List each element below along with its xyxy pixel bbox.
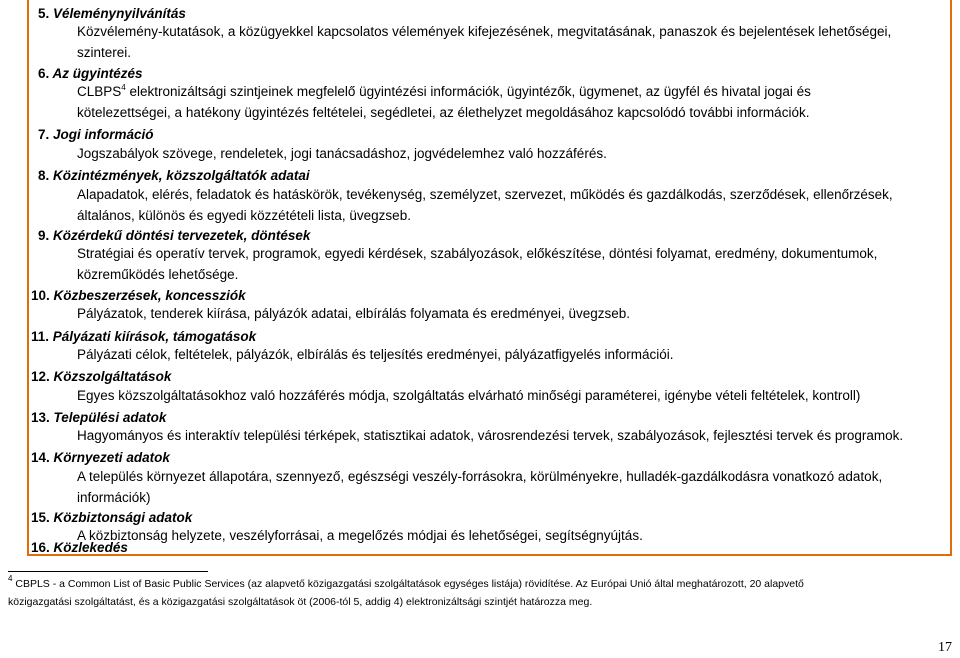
section-heading: 14. Környezeti adatok <box>31 450 170 465</box>
section-heading: 10. Közbeszerzések, koncessziók <box>31 288 246 303</box>
section-text: Egyes közszolgáltatásokhoz való hozzáférés módja, szolgáltatás elvárható minőségi paraméterei, igénybe vételi feltételek, kontroll) <box>77 388 861 403</box>
footnote-mark: 4 <box>8 574 13 583</box>
section-text: Hagyományos és interaktív települési térképek, statisztikai adatok, városrendezési tervek, szabályozások, fejlesztési tervek és programok. <box>77 428 904 443</box>
section-text: Pályázati célok, feltételek, pályázók, elbírálás és teljesítés eredményei, pályázatfigyelés információi. <box>77 347 674 362</box>
section-heading: 6. Az ügyintézés <box>38 66 143 81</box>
section-text: Alapadatok, elérés, feladatok és hatáskörök, tevékenység, személyzet, szervezet, működés és gazdálkodás, szerződések, ellenőrzések, általános, különös és egyedi közzétételi lista, üvegzseb. <box>77 187 893 223</box>
footnote-continuation: közigazgatási szolgáltatást, és a közigazgatási szolgáltatások öt (2006-tól 5, addig 4) elektronizáltsági szintjét határozza meg. <box>8 596 593 608</box>
section-heading: 13. Települési adatok <box>31 410 167 425</box>
section-heading: 7. Jogi információ <box>38 127 154 142</box>
section-text: CLBPS$^4$ elektronizáltsági szintjeinek megfelelő ügyintézési információk, ügyintézők, ügymenet, az ügyfél és hivatal jogai és kötelezettségei, a hatékony ügyintézés feltételei, segédletei, az élethelyzet megoldásához kapcsolódó további információk. <box>77 83 811 120</box>
page-number: 17 <box>938 640 952 655</box>
section-heading: 11. Pályázati kiírások, támogatások <box>31 329 257 344</box>
footnote-ref: 4 <box>121 83 126 92</box>
section-text: A település környezet állapotára, szennyező, egészségi veszély-forrásokra, körülményekre, hulladék-gazdálkodásra vonatkozó adatok, információk) <box>77 469 883 505</box>
section-heading: 15. Közbiztonsági adatok <box>31 510 193 525</box>
section-heading: 5. Véleménynyilvánítás <box>38 6 186 21</box>
section-heading: 16. Közlekedés <box>31 540 128 555</box>
section-text: Stratégiai és operatív tervek, programok, egyedi kérdések, szabályozások, előkészítése, döntési folyamat, eredmény, dokumentumok, közreműködés lehetősége. <box>77 246 878 282</box>
section-text: A közbiztonság helyzete, veszélyforrásai, a megelőzés módjai és lehetőségei, segítségnyújtás. <box>77 528 643 543</box>
footnote: $^4$ CBPLS - a Common List of Basic Public Services (az alapvető közigazgatási szolgáltatások egységes listája) rövidítése. Az Európai Unió által meghatározott, 20 alapvető <box>8 574 804 590</box>
section-text: Közvélemény-kutatások, a közügyekkel kapcsolatos vélemények kifejezésének, megvitatásának, panaszok és bejelentések lehetőségei, szinterei. <box>77 24 892 60</box>
section-heading: 8. Közintézmények, közszolgáltatók adatai <box>38 168 310 183</box>
section-text: Pályázatok, tenderek kiírása, pályázók adatai, elbírálás folyamata és eredményei, üvegzseb. <box>77 306 631 321</box>
section-text: Jogszabályok szövege, rendeletek, jogi tanácsadáshoz, jogvédelemhez való hozzáférés. <box>77 146 607 161</box>
section-heading: 12. Közszolgáltatások <box>31 369 172 384</box>
content-box <box>27 0 952 556</box>
section-heading: 9. Közérdekű döntési tervezetek, döntések <box>38 228 311 243</box>
footnote-separator <box>8 571 208 572</box>
